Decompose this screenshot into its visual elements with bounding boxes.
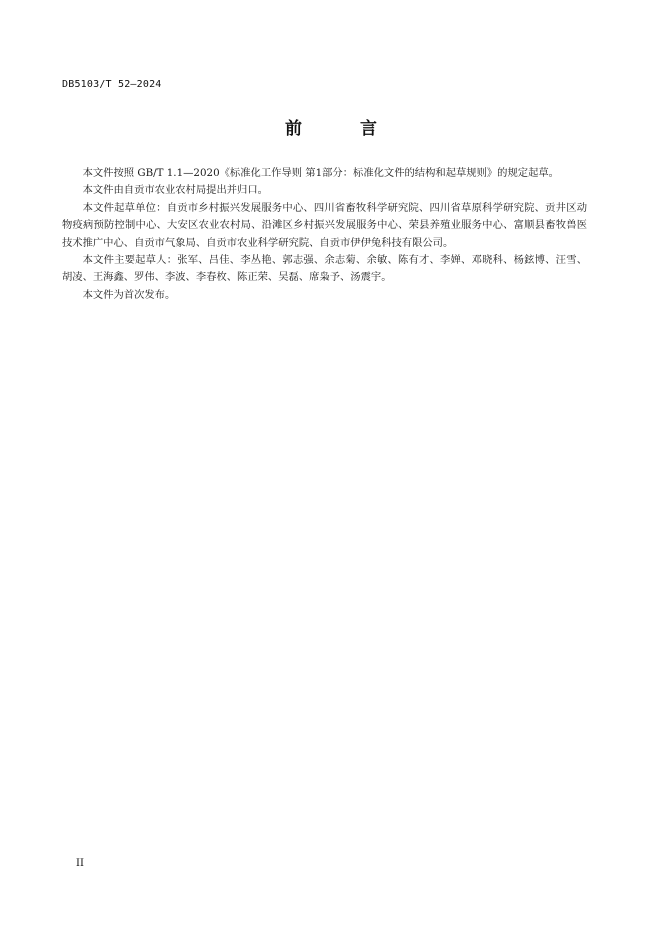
paragraph-drafters: 本文件主要起草人：张军、吕佳、李丛艳、郭志强、余志菊、余敏、陈有才、李婵、邓晓科、杨鉉博、汪雪、胡凌、王海鑫、罗伟、李波、李春枚、陈正荣、吴磊、席枭予、汤震宇。 [62,254,587,284]
page-title: 前 言 [285,119,403,139]
paragraph-proposer: 本文件由自贡市农业农村局提出并归口。 [82,184,268,197]
paragraph-drafting-rules: 本文件按照 GB/T 1.1—2020《标准化工作导则 第1部分：标准化文件的结构和起草规则》的规定起草。 [82,167,559,179]
document-code: DB5103/T 52—2024 [62,79,162,90]
foreword-body [62,165,587,304]
paragraph-drafting-units: 本文件起草单位：自贡市乡村振兴发展服务中心、四川省畜牧科学研究院、四川省草原科学研究院、贡井区动物疫病预防控制中心、大安区农业农村局、沿滩区乡村振兴发展服务中心、荣县养殖业服务中心、富顺县畜牧兽医技术推广中心、自贡市气象局、自贡市农业科学研究院、自贡市伊伊兔科技有限公司。 [62,201,587,249]
paragraph-first-release: 本文件为首次发布。 [82,288,176,301]
page-number: II [76,858,84,869]
